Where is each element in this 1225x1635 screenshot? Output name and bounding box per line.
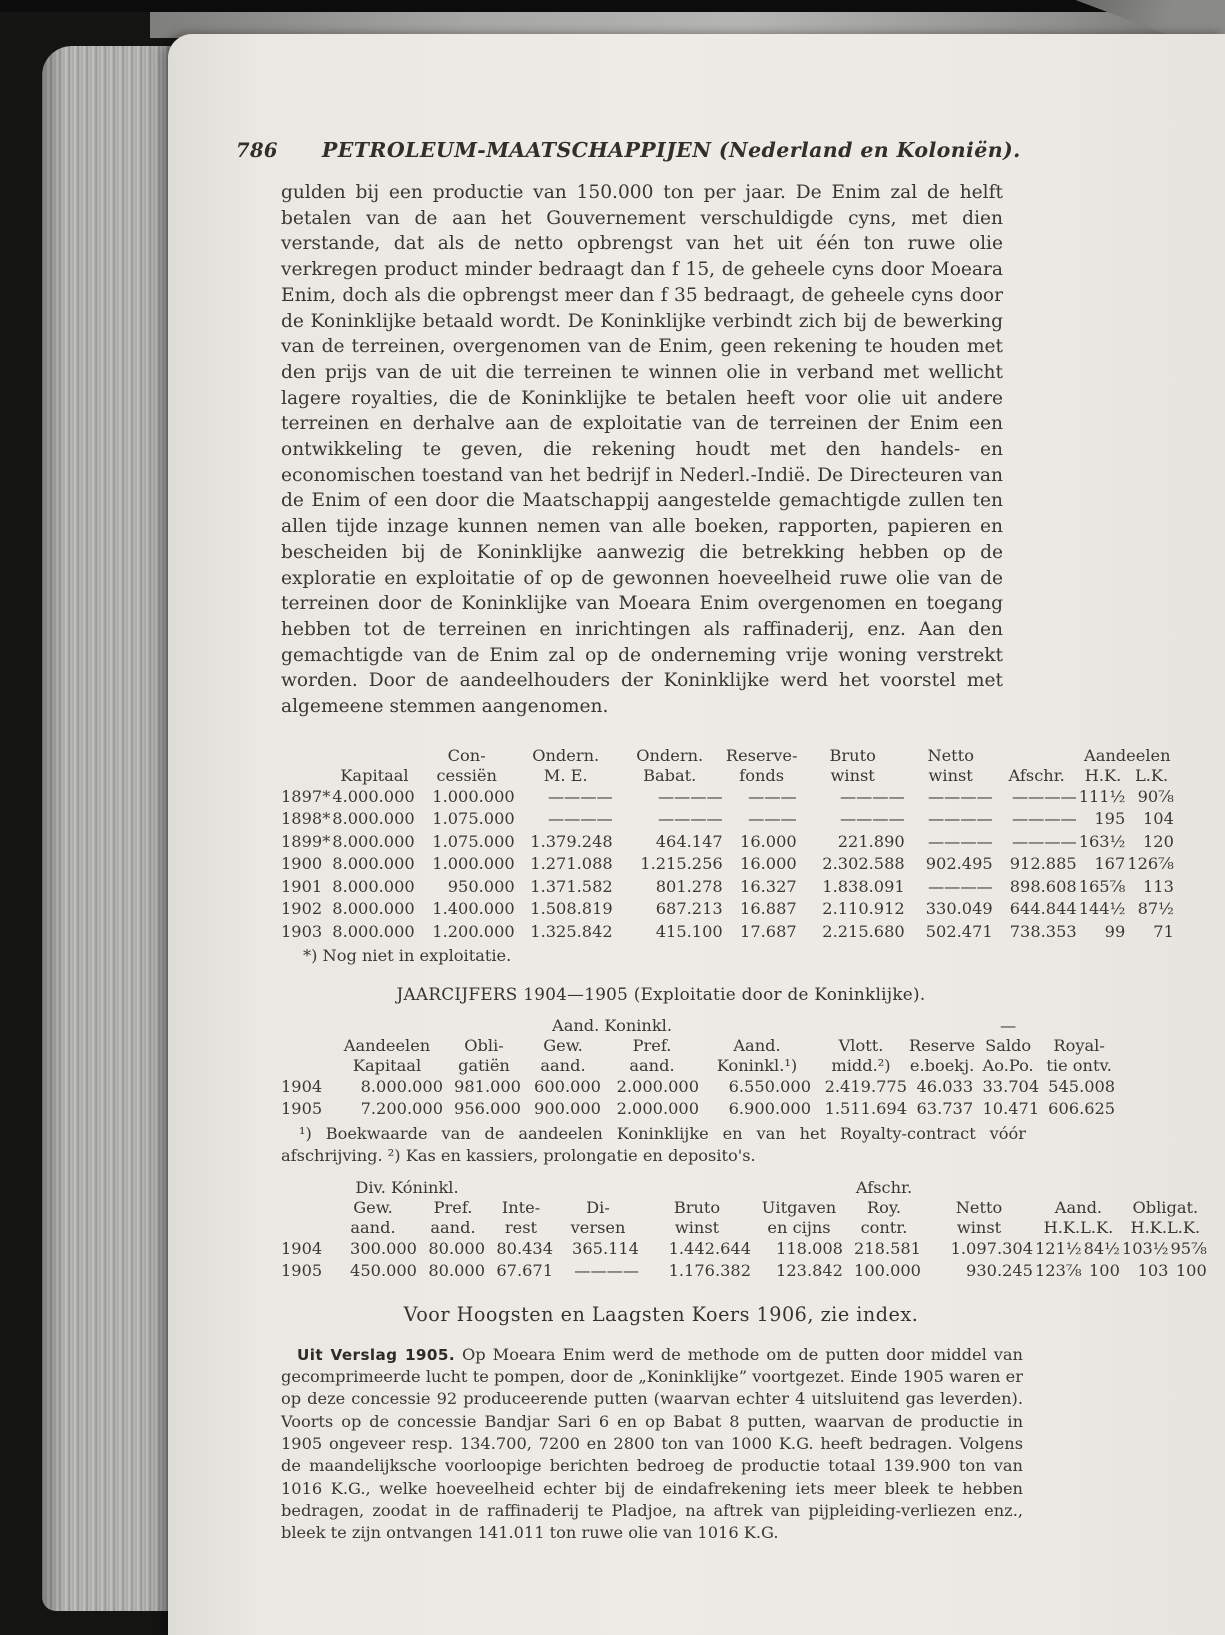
table-cell: 950.000 (447, 876, 515, 896)
verslag-1905-paragraph (281, 1344, 1023, 1545)
book-page-edges (42, 46, 172, 1611)
table-cell: 63.737 (916, 1099, 974, 1119)
table-cell: 165⅞ (1078, 876, 1126, 896)
table-body (281, 1238, 1209, 1283)
column-header: aand. (540, 1055, 586, 1075)
table-cell: 898.608 (1009, 876, 1077, 896)
verslag-lead: Uit Verslag 1905. (297, 1345, 455, 1364)
table-cell: 644.844 (1009, 899, 1077, 919)
table-row (281, 898, 1176, 921)
table-cell: ——— (748, 786, 797, 806)
table-cell: 163½ (1078, 831, 1126, 851)
column-header: aand. (350, 1217, 396, 1237)
table-cell: 450.000 (350, 1261, 417, 1281)
column-header (923, 1178, 1035, 1198)
column-header: H.K. (1084, 765, 1122, 785)
table-cell: 1.176.382 (668, 1261, 751, 1281)
table-cell: 84½ (1083, 1238, 1120, 1258)
table-cell: 1.508.819 (530, 899, 613, 919)
table-cell: 1901 (281, 876, 323, 896)
table-cell: 1.097.304 (950, 1238, 1033, 1258)
table-cell: 1.075.000 (432, 809, 515, 829)
column-header: Netto (927, 745, 974, 765)
column-header: Koninkl.¹) (716, 1055, 798, 1075)
table-cell: 415.100 (655, 921, 723, 941)
column-header: winst (830, 765, 875, 785)
table-cell: 912.885 (1009, 854, 1077, 874)
table-cell: 144½ (1078, 899, 1126, 919)
table-cell: ———— (657, 786, 723, 806)
table-cell: 1897* (281, 786, 331, 806)
table-cell: 221.890 (837, 831, 905, 851)
table-cell: 1.511.694 (824, 1099, 907, 1119)
column-header: Reserve (909, 1035, 976, 1055)
column-header (909, 1016, 975, 1036)
table-cell: 1.371.582 (530, 876, 613, 896)
column-header: Obli- (464, 1035, 504, 1055)
main-paragraph: gulden bij een productie van 150.000 ton per jaar. De Enim zal de helft betalen van de aan het Gouvernement verschuldigde cyns, met dien verstande, dat als de netto opbrengst van het uit één ton ruwe olie verkregen product minder bedraagt dan f 15, de geheele cyns door Moeara Enim, doch als die opbrengst meer dan f 35 bedraagt, de geheele cyns door de Koninklijke betaald wordt. De Koninklijke verbindt zich bij de bewerking van de terreinen, overgenomen van de Enim, geen rekening te houden met den prijs van de uit die terreinen te winnen olie in verband met wellicht lagere royalties, die de Koninklijke te betalen heeft voor olie uit andere terreinen en derhalve aan de exploitatie van de terreinen der Enim een ontwikkeling te geven, die rekening houdt met den handels- en economischen toestand van het bedrijf in Nederl.-Indië. De Directeuren van de Enim of een door die Maatschappij aangestelde gemachtigde zullen ten allen tijde inzage kunnen nemen van alle boeken, rapporten, papieren en bescheiden bij de Koninklijke aanwezig die betrekking hebben op de exploratie en exploitatie of op de gewonnen hoeveelheid ruwe olie van de terreinen door de Koninklijke van Moeara Enim overgenomen en toegang hebben tot de terreinen en inrichtingen als raffinaderij, enz. Aan den gemachtigde van de Enim zal op de onderneming vrije woning verstrekt worden. Door de aandeelhouders der Koninklijke werd het voorstel met algemeene stemmen aangenomen. (281, 182, 1003, 718)
column-header: gatiën (458, 1055, 510, 1075)
column-header: Inte- (501, 1197, 541, 1217)
column-header: Uitgaven (761, 1197, 837, 1217)
table-cell: 8.000.000 (332, 809, 415, 829)
table-cell: 80.434 (496, 1238, 553, 1258)
table-jaarcijfers-1904-1905 (281, 1016, 1117, 1121)
page-content (168, 34, 1225, 1544)
table-cell: ———— (839, 809, 905, 829)
column-header: H.K.L.K. (1130, 1217, 1201, 1237)
table-cell: ———— (927, 786, 993, 806)
table-cell: 111½ (1078, 786, 1126, 806)
column-header (995, 746, 1079, 766)
column-header: aand. (430, 1217, 476, 1237)
table-cell: 123.842 (776, 1261, 843, 1281)
page-number: 786 (236, 139, 278, 162)
column-header: M. E. (543, 765, 588, 785)
column-header: Kapitaal (340, 765, 409, 785)
table-cell: 902.495 (925, 854, 993, 874)
table-cell: 8.000.000 (360, 1076, 443, 1096)
column-header: Di- (586, 1197, 610, 1217)
table-cell: 104 (1142, 809, 1174, 829)
column-header: Saldo (985, 1035, 1032, 1055)
table-cell: 80.000 (428, 1261, 485, 1281)
table-header (281, 1016, 1117, 1076)
table-cell: 900.000 (534, 1099, 601, 1119)
table-cell: 16.887 (740, 899, 797, 919)
table-cell: 502.471 (925, 921, 993, 941)
column-header: Vlott. (838, 1035, 884, 1055)
column-header: fonds (739, 765, 785, 785)
table-cell: 8.000.000 (332, 831, 415, 851)
column-header (332, 746, 416, 766)
page-title: PETROLEUM-MAATSCHAPPIJEN (Nederland en Koloniën). (321, 138, 1021, 162)
table-cell: 100 (1088, 1261, 1120, 1281)
column-header: Aandeelen (343, 1035, 431, 1055)
table-cell: 1.325.842 (530, 921, 613, 941)
column-header: — (1000, 1015, 1017, 1035)
table-row (281, 1238, 1209, 1261)
table-cell: 33.704 (982, 1076, 1040, 1096)
column-header: Pref. (433, 1197, 473, 1217)
koers-index-line: Voor Hoogsten en Laagsten Koers 1906, zie index. (403, 1302, 919, 1326)
table-cell: 464.147 (655, 831, 723, 851)
table-cell: 1.400.000 (432, 899, 515, 919)
table-cell: 1900 (281, 854, 323, 874)
table-cell: 1904 (281, 1076, 323, 1096)
column-header: rest (504, 1217, 538, 1237)
table-row (281, 853, 1176, 876)
column-header: Div. Kóninkl. (355, 1177, 459, 1197)
table-cell: ———— (1011, 786, 1077, 806)
column-header: Roy. (866, 1197, 902, 1217)
table-cell: 113 (1142, 876, 1174, 896)
column-header (281, 1178, 327, 1198)
table-cell: 1903 (281, 921, 323, 941)
table-cell: 6.550.000 (728, 1076, 811, 1096)
column-header (281, 746, 332, 766)
column-header: en cijns (767, 1217, 831, 1237)
column-header (1035, 1178, 1209, 1198)
table-cell: 2.302.588 (822, 854, 905, 874)
table-cell: 606.625 (1048, 1099, 1116, 1119)
column-header: Aandeelen (1084, 745, 1171, 765)
column-header: contr. (860, 1217, 908, 1237)
table-cell: 2.215.680 (822, 921, 905, 941)
table-header (281, 746, 1176, 786)
table-cell: 103½ (1121, 1238, 1169, 1258)
table-cell: 300.000 (350, 1238, 417, 1258)
column-header: tie ontv. (1046, 1055, 1112, 1075)
table-row (281, 831, 1176, 854)
table-cell: ———— (547, 809, 613, 829)
table-cell: 16.327 (740, 876, 797, 896)
table-cell: 1.075.000 (432, 831, 515, 851)
table-header (281, 1178, 1209, 1238)
column-header: Ondern. (532, 745, 600, 765)
table-cell: ———— (927, 876, 993, 896)
table-cell: 8.000.000 (332, 854, 415, 874)
table-cell: 930.245 (966, 1261, 1033, 1281)
table-cell: 99 (1104, 921, 1126, 941)
table-cell: 6.900.000 (728, 1099, 811, 1119)
table-cell: ———— (1011, 809, 1077, 829)
column-header (281, 1056, 329, 1076)
column-header: Ao.Po. (982, 1055, 1034, 1075)
table-cell: 1.215.256 (640, 854, 723, 874)
table-cell: 87½ (1137, 899, 1174, 919)
table-cell: 67.671 (496, 1261, 553, 1281)
column-header: winst (956, 1217, 1002, 1237)
table-cell: 687.213 (655, 899, 723, 919)
table-cell: 80.000 (428, 1238, 485, 1258)
table-cell: 123⅞ (1035, 1261, 1082, 1281)
table-cell: ———— (839, 786, 905, 806)
column-header: cessiën (436, 765, 497, 785)
table-cell: 1904 (281, 1238, 323, 1258)
table-cell: 95⅞ (1170, 1238, 1207, 1258)
table-cell: ———— (927, 831, 993, 851)
table-cell: 981.000 (454, 1076, 521, 1096)
table-cell: 1905 (281, 1099, 323, 1119)
table-cell: 1.838.091 (822, 876, 905, 896)
column-header: Gew. (543, 1035, 583, 1055)
table-cell: 100.000 (854, 1261, 921, 1281)
table-cell: 956.000 (454, 1099, 521, 1119)
table-cell: 1.379.248 (530, 831, 613, 851)
table-cell: 121½ (1035, 1238, 1082, 1258)
table-cell: 545.008 (1048, 1076, 1116, 1096)
table-cell: ——— (748, 809, 797, 829)
table-cell: 2.000.000 (616, 1076, 699, 1096)
table-body (281, 1076, 1117, 1121)
table-row (281, 1098, 1117, 1121)
table-cell: 1905 (281, 1261, 323, 1281)
column-header (281, 1016, 523, 1036)
table-cell: 1.442.644 (668, 1238, 751, 1258)
column-header (281, 766, 332, 786)
table-row (281, 808, 1176, 831)
table-cell: 8.000.000 (332, 876, 415, 896)
column-header: Bruto (673, 1197, 721, 1217)
table-cell: 16.000 (740, 831, 797, 851)
column-header: Gew. (353, 1197, 393, 1217)
column-header: Babat. (643, 765, 697, 785)
table-cell: 120 (1142, 831, 1174, 851)
table-cell: ———— (1011, 831, 1077, 851)
table-cell: 16.000 (740, 854, 797, 874)
column-header (701, 1016, 813, 1036)
table-cell: 1902 (281, 899, 323, 919)
column-header: Reserve- (725, 745, 798, 765)
column-header: Pref. (632, 1035, 672, 1055)
page-header (236, 138, 1225, 162)
footnote-not-in-exploitation: *) Nog niet in exploitatie. (303, 946, 512, 966)
table-cell: 71 (1153, 921, 1174, 941)
table-cell: 801.278 (655, 876, 723, 896)
column-header: Aand. (1054, 1197, 1103, 1217)
jaarcijfers-heading: JAARCIJFERS 1904—1905 (Exploitatie door de Koninklijke). (396, 983, 926, 1004)
column-header (281, 1036, 329, 1056)
column-header: H.K.L.K. (1043, 1217, 1114, 1237)
table-cell: 1.000.000 (432, 786, 515, 806)
table-cell: ———— (574, 1261, 639, 1281)
column-header (281, 1218, 327, 1238)
column-header: Aand. Koninkl. (552, 1015, 672, 1035)
table-cell: 1.000.000 (432, 854, 515, 874)
column-header (281, 1198, 327, 1218)
table-cell: 330.049 (925, 899, 993, 919)
table-row (281, 921, 1176, 944)
table-cell: 195 (1094, 809, 1126, 829)
table-cell: 46.033 (916, 1076, 974, 1096)
column-header: aand. (629, 1055, 675, 1075)
table-cell: 10.471 (982, 1099, 1040, 1119)
table-cell: 600.000 (534, 1076, 601, 1096)
column-header (813, 1016, 909, 1036)
table-cell: 2.000.000 (616, 1099, 699, 1119)
table-cell: 218.581 (854, 1238, 921, 1258)
column-header: Con- (447, 745, 486, 765)
column-header: midd.²) (831, 1055, 891, 1075)
table-cell: ———— (547, 786, 613, 806)
column-header: winst (674, 1217, 720, 1237)
table-cell: 1898* (281, 809, 331, 829)
table-cell: 1.200.000 (432, 921, 515, 941)
table-cell: ———— (657, 809, 723, 829)
table-cell: 2.419.775 (824, 1076, 907, 1096)
verslag-text: Op Moeara Enim werd de methode om de putten door middel van gecomprimeerde lucht te pompen, door de „Koninklijke” voortgezet. Einde 1905 waren er op deze concessie 92 produceerende putten (waarvan echter 4 uitsluitend gas leverden). Voorts op de concessie Bandjar Sari 6 en op Babat 8 putten, waarvan de productie in 1905 ongeveer resp. 134.700, 7200 en 2800 ton van 1000 K.G. heeft bedragen. Volgens de maandelijksche voorloopige berichten bedroeg de productie totaal 139.900 ton van 1016 K.G., welke hoeveelheid echter bij de eindafrekening iets meer bleek te hebben bedragen, zoodat in de raffinaderij te Pladjoe, na aftrek van pijpleiding-verliezen enz., bleek te zijn ontvangen 141.011 ton ruwe olie van 1016 K.G. (281, 1344, 1023, 1543)
table-row (281, 786, 1176, 809)
table-dividends-afschrijvingen (281, 1178, 1209, 1283)
table-cell: 2.110.912 (822, 899, 905, 919)
column-header: Royal- (1053, 1035, 1105, 1055)
table-cell: 103 (1137, 1261, 1169, 1281)
column-header: versen (570, 1217, 626, 1237)
column-header: Afschr. (855, 1177, 913, 1197)
table-body (281, 786, 1176, 944)
column-header: Ondern. (636, 745, 704, 765)
table-cell: 738.353 (1009, 921, 1077, 941)
scan-top-strip (0, 0, 1225, 12)
column-header: Afschr. (1008, 765, 1065, 785)
column-header: Obligat. (1132, 1197, 1199, 1217)
column-header (1041, 1016, 1117, 1036)
column-header: Kapitaal (352, 1055, 422, 1075)
column-header (487, 1178, 845, 1198)
footnote-1-2: ¹) Boekwaarde van de aandeelen Koninklijke en van het Royalty-contract vóór afschrijving. ²) Kas en kassiers, prolongatie en deposito's. (281, 1123, 1026, 1166)
column-header: winst (928, 765, 973, 785)
table-cell: 118.008 (776, 1238, 843, 1258)
table-cell: 1.271.088 (530, 854, 613, 874)
table-row (281, 1260, 1209, 1283)
table-cell: 8.000.000 (332, 899, 415, 919)
column-header: Netto (955, 1197, 1003, 1217)
table-yearly-figures-1897-1903 (281, 746, 1176, 944)
table-cell: 365.114 (572, 1238, 639, 1258)
table-cell: 1899* (281, 831, 331, 851)
table-cell: 90⅞ (1137, 786, 1174, 806)
table-cell: ———— (927, 809, 993, 829)
column-header: L.K. (1135, 765, 1169, 785)
table-cell: 100 (1175, 1261, 1207, 1281)
table-row (281, 1076, 1117, 1099)
table-cell: 7.200.000 (360, 1099, 443, 1119)
column-header: Aand. (733, 1035, 781, 1055)
table-cell: 17.687 (740, 921, 797, 941)
table-cell: 167 (1094, 854, 1126, 874)
column-header: Bruto (829, 745, 876, 765)
table-cell: 4.000.000 (332, 786, 415, 806)
table-row (281, 876, 1176, 899)
column-header: e.boekj. (909, 1055, 975, 1075)
table-cell: 126⅞ (1127, 854, 1174, 874)
table-cell: 8.000.000 (332, 921, 415, 941)
